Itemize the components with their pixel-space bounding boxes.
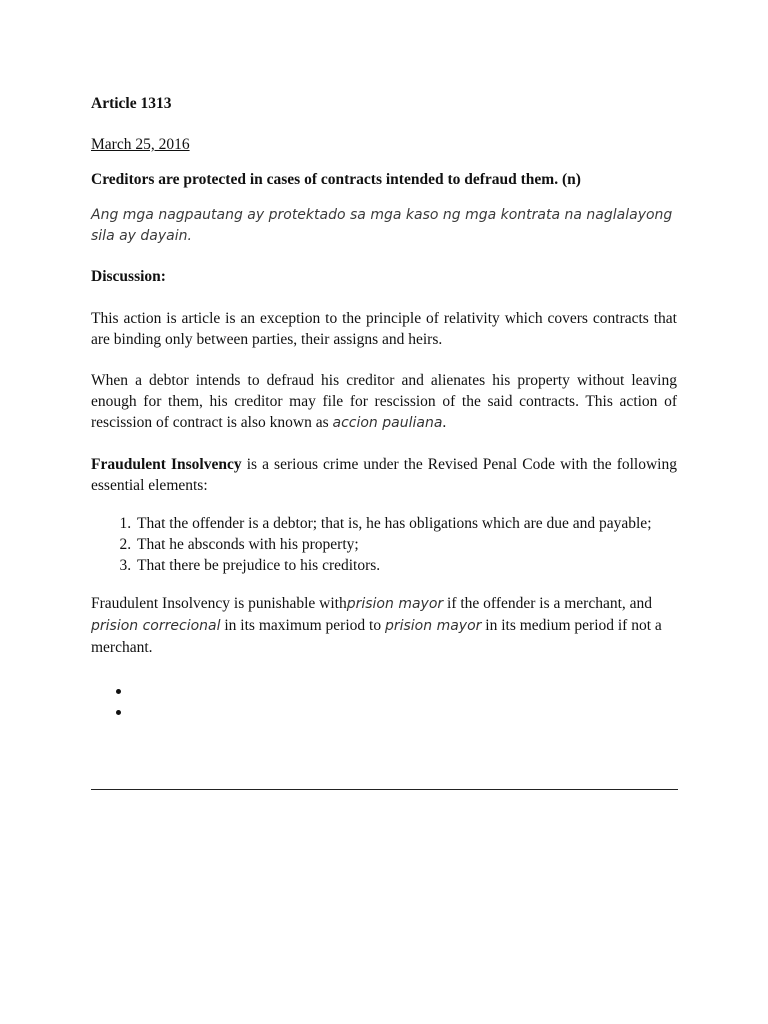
paragraph-3-text: is a serious crime under the Revised Penal Code with the following essential elements: xyxy=(91,456,677,494)
empty-bullet-item xyxy=(117,703,677,724)
horizontal-rule xyxy=(91,789,678,790)
fraudulent-insolvency-term: Fraudulent Insolvency xyxy=(91,456,242,473)
article-title: Article 1313 xyxy=(91,95,172,112)
prision-correcional-term: prision correcional xyxy=(91,618,221,634)
discussion-heading: Discussion: xyxy=(91,268,166,285)
paragraph-2-end: . xyxy=(442,414,447,431)
punish-text-1: Fraudulent Insolvency is punishable with xyxy=(91,595,347,612)
paragraph-2-text: When a debtor intends to defraud his creditor and alienates his property without leaving enough for them, his creditor may file for rescission of the said contracts. This action of rescission of contract is also known as xyxy=(91,372,677,431)
punish-text-4: in its medium period if not a merchant. xyxy=(91,617,662,656)
discussion-paragraph-1: This action is article is an exception to the principle of relativity which covers contracts that are binding only between parties, their assigns and heirs. xyxy=(91,310,677,348)
discussion-paragraph-3 xyxy=(91,454,677,496)
article-rule: Creditors are protected in cases of contracts intended to defraud them. (n) xyxy=(91,171,581,188)
article-content xyxy=(91,93,677,724)
punishment-paragraph xyxy=(91,593,677,658)
list-item: 3. That there be prejudice to his creditors. xyxy=(135,555,677,576)
article-date: March 25, 2016 xyxy=(91,136,190,153)
list-item: 1. That the offender is a debtor; that is, he has obligations which are due and payable; xyxy=(135,513,677,534)
bullet-icon xyxy=(116,689,121,694)
empty-bullet-item xyxy=(117,682,677,703)
list-item: 2. That he absconds with his property; xyxy=(135,534,677,555)
essential-elements-list xyxy=(91,513,677,576)
empty-bullet-list xyxy=(91,682,677,724)
prision-mayor-term-2: prision mayor xyxy=(384,618,482,634)
accion-pauliana-term: accion pauliana xyxy=(332,415,443,431)
article-translation: Ang mga nagpautang ay protektado sa mga kaso ng mga kontrata na naglalayong sila ay dayain. xyxy=(91,207,673,244)
bullet-icon xyxy=(116,710,121,715)
punish-text-2: if the offender is a merchant, and xyxy=(443,595,653,612)
discussion-paragraph-2 xyxy=(91,370,677,434)
prision-mayor-term: prision mayor xyxy=(346,596,444,612)
punish-text-3: in its maximum period to xyxy=(220,617,385,634)
